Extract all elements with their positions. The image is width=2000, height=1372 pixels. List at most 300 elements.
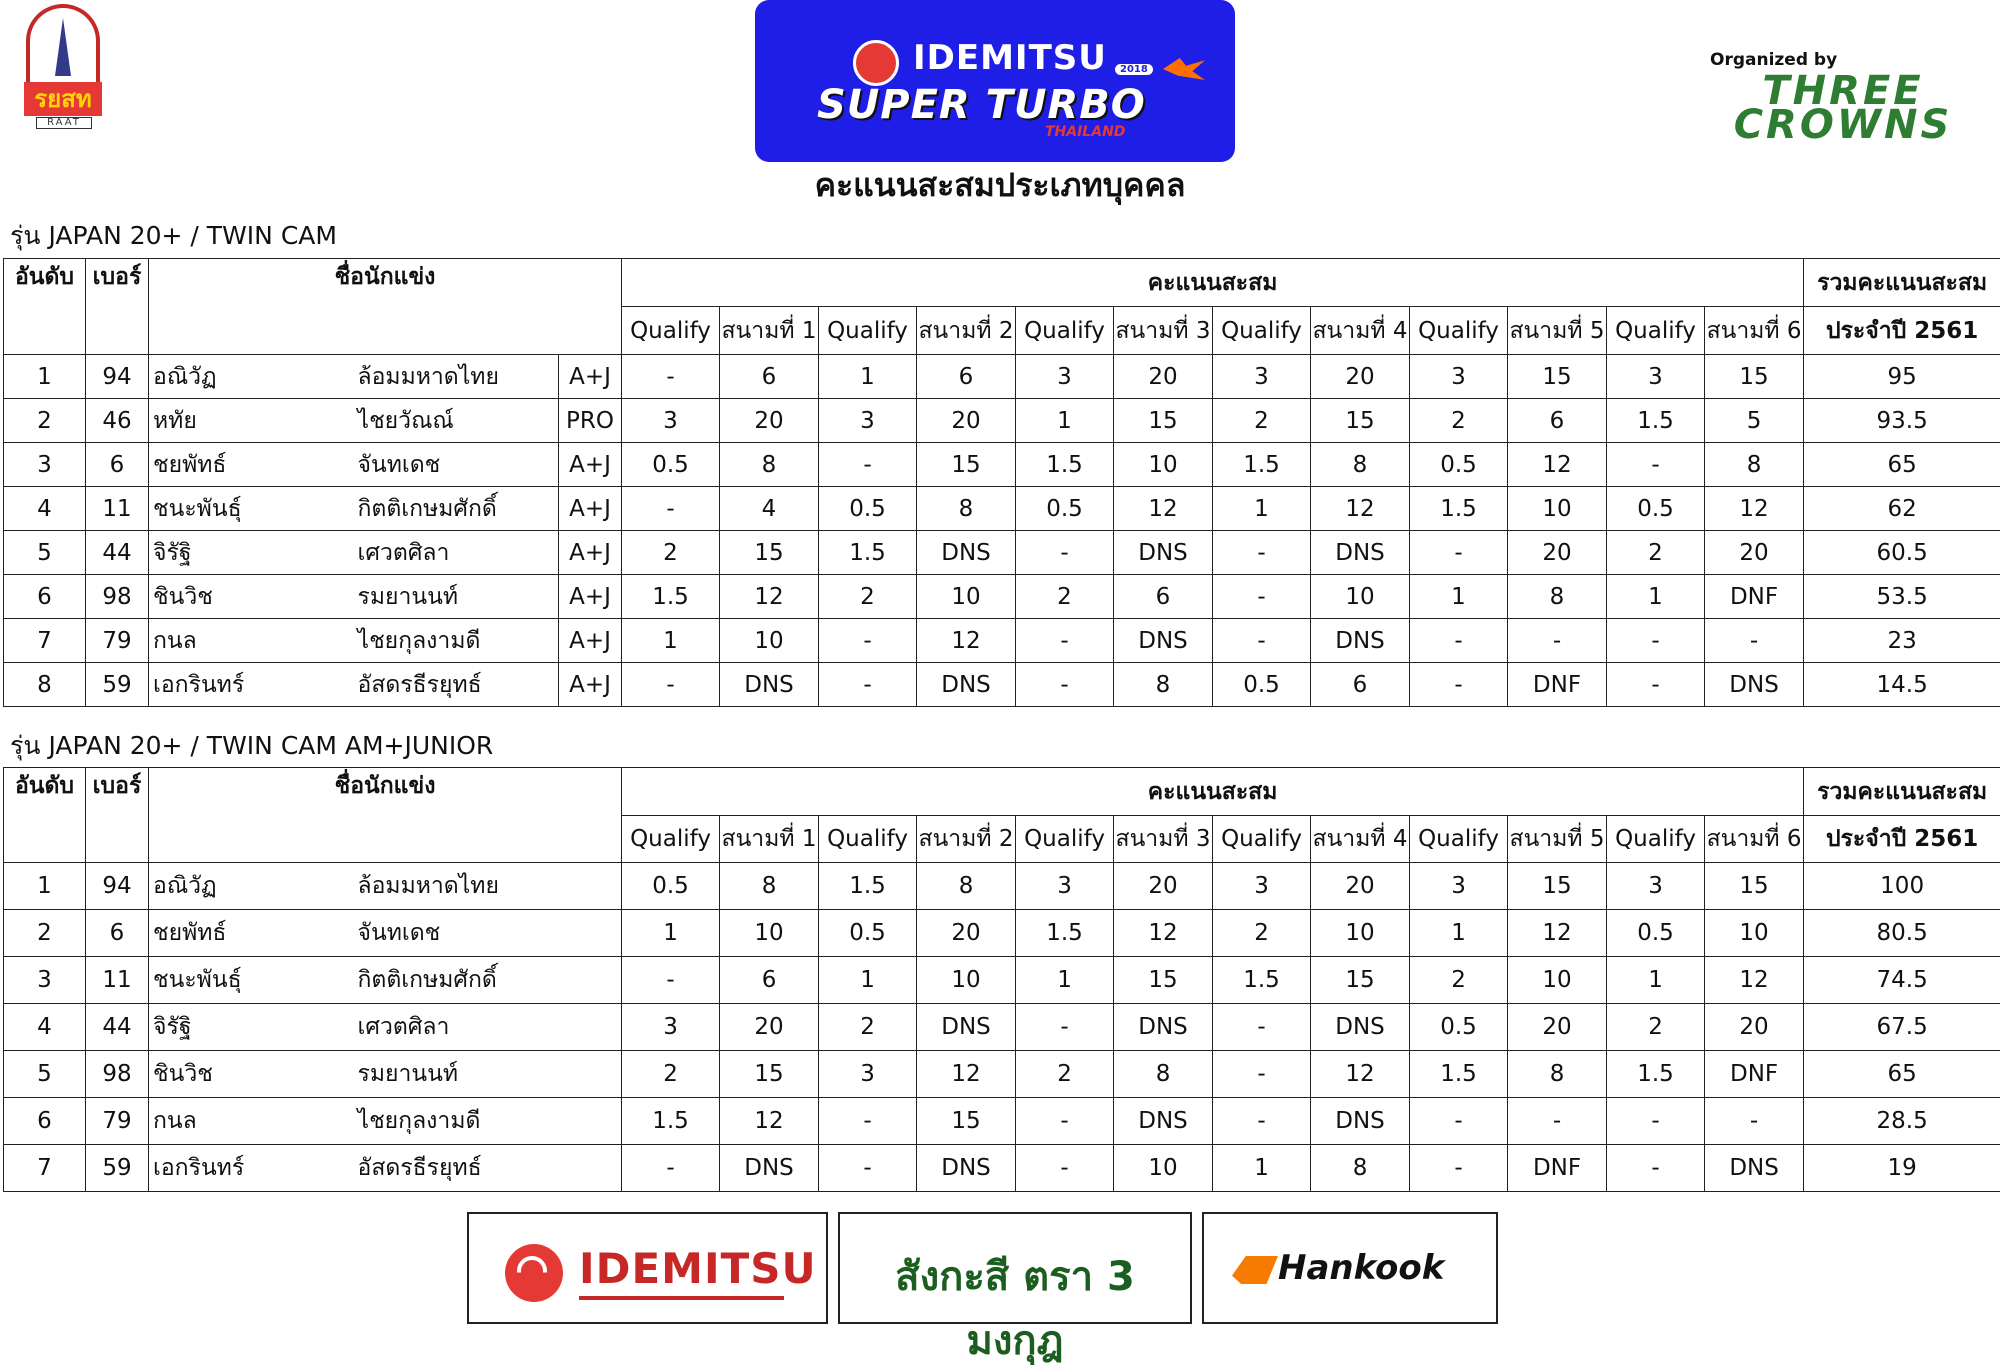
qualify-3-cell: 3: [1016, 863, 1114, 910]
round-4-cell: 6: [1311, 663, 1410, 707]
banner-country: THAILAND: [1045, 124, 1125, 140]
rank-cell: 2: [4, 399, 86, 443]
rank-cell: 1: [4, 863, 86, 910]
driver-last-name: รมยานนท์: [354, 575, 559, 619]
round-2-cell: DNS: [917, 531, 1016, 575]
qualify-4-cell: 0.5: [1213, 663, 1311, 707]
round-5-cell: 12: [1508, 443, 1607, 487]
total-cell: 65: [1804, 443, 2000, 487]
qualify-4-cell: -: [1213, 1051, 1311, 1098]
round-6-header: สนามที่ 6: [1705, 816, 1804, 863]
qualify-2-header: Qualify: [819, 816, 917, 863]
qualify-1-cell: -: [622, 487, 720, 531]
round-5-cell: 8: [1508, 1051, 1607, 1098]
rank-cell: 7: [4, 619, 86, 663]
driver-last-name: อัสดรธีรยุทธ์: [354, 663, 559, 707]
round-2-cell: 20: [917, 910, 1016, 957]
rank-cell: 3: [4, 443, 86, 487]
qualify-2-cell: 3: [819, 1051, 917, 1098]
round-1-cell: 8: [720, 863, 819, 910]
sponsor-underline: [579, 1296, 784, 1300]
round-1-cell: 6: [720, 355, 819, 399]
class-cell: A+J: [559, 531, 622, 575]
number-cell: 44: [86, 1004, 149, 1051]
qualify-2-cell: 0.5: [819, 910, 917, 957]
flame-icon: [1163, 58, 1205, 80]
rank-header: อันดับ: [4, 768, 86, 863]
class-cell: A+J: [559, 355, 622, 399]
driver-last-name: ไชยวัณณ์: [354, 399, 559, 443]
qualify-2-header: Qualify: [819, 307, 917, 355]
total-cell: 65: [1804, 1051, 2000, 1098]
driver-first-name: ชินวิช: [149, 1051, 354, 1098]
driver-last-name: ล้อมมหาดไทย: [354, 863, 622, 910]
standings-row: [4, 575, 2000, 619]
round-6-cell: 15: [1705, 863, 1804, 910]
round-1-cell: DNS: [720, 1145, 819, 1192]
round-2-cell: 12: [917, 1051, 1016, 1098]
qualify-3-cell: 2: [1016, 575, 1114, 619]
round-4-cell: DNS: [1311, 1098, 1410, 1145]
rank-cell: 4: [4, 1004, 86, 1051]
round-6-cell: 20: [1705, 1004, 1804, 1051]
qualify-4-cell: 2: [1213, 910, 1311, 957]
qualify-4-cell: 3: [1213, 355, 1311, 399]
raat-logo: [22, 4, 104, 126]
round-4-cell: 12: [1311, 487, 1410, 531]
organizer-line2: CROWNS: [1708, 108, 1978, 142]
total-cell: 95: [1804, 355, 2000, 399]
round-1-cell: 15: [720, 1051, 819, 1098]
qualify-1-cell: 1: [622, 910, 720, 957]
total-cell: 53.5: [1804, 575, 2000, 619]
qualify-3-cell: 0.5: [1016, 487, 1114, 531]
driver-last-name: กิตติเกษมศักดิ์: [354, 957, 622, 1004]
qualify-4-cell: 3: [1213, 863, 1311, 910]
standings-row: [4, 1004, 2000, 1051]
qualify-3-cell: -: [1016, 1145, 1114, 1192]
total-cell: 74.5: [1804, 957, 2000, 1004]
qualify-2-cell: -: [819, 443, 917, 487]
round-3-cell: 10: [1114, 1145, 1213, 1192]
rank-cell: 5: [4, 1051, 86, 1098]
class-title-2: รุ่น JAPAN 20+ / TWIN CAM AM+JUNIOR: [10, 726, 493, 766]
qualify-5-cell: 0.5: [1410, 443, 1508, 487]
driver-first-name: ชนะพันธุ์: [149, 957, 354, 1004]
round-5-cell: DNF: [1508, 663, 1607, 707]
rank-cell: 3: [4, 957, 86, 1004]
round-3-cell: 20: [1114, 863, 1213, 910]
round-2-cell: 15: [917, 1098, 1016, 1145]
driver-header: ชื่อนักแข่ง: [149, 768, 622, 863]
qualify-3-cell: 1.5: [1016, 910, 1114, 957]
idemitsu-emblem-icon: [853, 40, 899, 86]
round-4-cell: 15: [1311, 399, 1410, 443]
hankook-wing-icon: [1232, 1256, 1278, 1284]
driver-first-name: หทัย: [149, 399, 354, 443]
round-4-cell: 10: [1311, 910, 1410, 957]
qualify-2-cell: 1: [819, 355, 917, 399]
round-1-cell: 4: [720, 487, 819, 531]
round-6-cell: -: [1705, 1098, 1804, 1145]
points-group-header: คะแนนสะสม: [622, 768, 1804, 816]
qualify-4-cell: -: [1213, 619, 1311, 663]
number-cell: 11: [86, 487, 149, 531]
number-cell: 59: [86, 663, 149, 707]
sponsor-three-crowns-text: สังกะสี ตรา 3 มงกุฎ: [840, 1244, 1190, 1372]
round-6-cell: DNF: [1705, 575, 1804, 619]
round-6-cell: 10: [1705, 910, 1804, 957]
rank-cell: 2: [4, 910, 86, 957]
rank-cell: 7: [4, 1145, 86, 1192]
qualify-4-header: Qualify: [1213, 816, 1311, 863]
driver-last-name: ไชยกุลงามดี: [354, 1098, 622, 1145]
number-cell: 46: [86, 399, 149, 443]
qualify-5-cell: 0.5: [1410, 1004, 1508, 1051]
round-4-header: สนามที่ 4: [1311, 307, 1410, 355]
qualify-3-cell: -: [1016, 531, 1114, 575]
qualify-5-header: Qualify: [1410, 307, 1508, 355]
round-2-cell: 20: [917, 399, 1016, 443]
number-cell: 94: [86, 863, 149, 910]
round-2-cell: DNS: [917, 663, 1016, 707]
qualify-6-cell: -: [1607, 663, 1705, 707]
qualify-5-cell: 1.5: [1410, 487, 1508, 531]
round-1-cell: 8: [720, 443, 819, 487]
sponsor-hankook-text: Hankook: [1278, 1248, 1444, 1288]
sponsor-idemitsu: [467, 1212, 828, 1324]
round-3-cell: 20: [1114, 355, 1213, 399]
qualify-2-cell: 1.5: [819, 531, 917, 575]
qualify-5-cell: 2: [1410, 399, 1508, 443]
qualify-1-cell: 2: [622, 1051, 720, 1098]
round-3-cell: DNS: [1114, 619, 1213, 663]
round-6-cell: 8: [1705, 443, 1804, 487]
qualify-6-header: Qualify: [1607, 307, 1705, 355]
round-6-cell: DNS: [1705, 663, 1804, 707]
qualify-1-cell: 1: [622, 619, 720, 663]
round-2-cell: DNS: [917, 1004, 1016, 1051]
driver-first-name: ชยพัทธ์: [149, 910, 354, 957]
round-3-cell: 12: [1114, 487, 1213, 531]
number-cell: 98: [86, 575, 149, 619]
round-6-header: สนามที่ 6: [1705, 307, 1804, 355]
number-cell: 59: [86, 1145, 149, 1192]
round-4-cell: 20: [1311, 355, 1410, 399]
round-1-cell: 12: [720, 575, 819, 619]
qualify-5-cell: -: [1410, 619, 1508, 663]
driver-first-name: ชยพัทธ์: [149, 443, 354, 487]
total-cell: 19: [1804, 1145, 2000, 1192]
driver-first-name: ชินวิช: [149, 575, 354, 619]
standings-row: [4, 1051, 2000, 1098]
qualify-4-cell: -: [1213, 531, 1311, 575]
qualify-5-cell: 3: [1410, 863, 1508, 910]
organized-by-label: Organized by: [1710, 50, 1837, 70]
round-3-cell: DNS: [1114, 1098, 1213, 1145]
qualify-1-cell: 0.5: [622, 863, 720, 910]
rank-cell: 1: [4, 355, 86, 399]
round-1-header: สนามที่ 1: [720, 816, 819, 863]
total-cell: 80.5: [1804, 910, 2000, 957]
driver-last-name: รมยานนท์: [354, 1051, 622, 1098]
standings-row: [4, 531, 2000, 575]
round-4-cell: DNS: [1311, 531, 1410, 575]
standings-row: [4, 863, 2000, 910]
driver-first-name: กนล: [149, 619, 354, 663]
round-2-cell: 8: [917, 863, 1016, 910]
round-3-cell: 8: [1114, 1051, 1213, 1098]
driver-first-name: เอกรินทร์: [149, 663, 354, 707]
driver-last-name: อัสดรธีรยุทธ์: [354, 1145, 622, 1192]
standings-row: [4, 487, 2000, 531]
total-cell: 60.5: [1804, 531, 2000, 575]
qualify-2-cell: 0.5: [819, 487, 917, 531]
number-cell: 6: [86, 443, 149, 487]
rank-header: อันดับ: [4, 259, 86, 355]
qualify-3-cell: -: [1016, 663, 1114, 707]
rank-cell: 4: [4, 487, 86, 531]
round-5-cell: 10: [1508, 487, 1607, 531]
round-6-cell: 5: [1705, 399, 1804, 443]
round-2-header: สนามที่ 2: [917, 307, 1016, 355]
round-2-cell: 15: [917, 443, 1016, 487]
qualify-5-cell: -: [1410, 1098, 1508, 1145]
qualify-3-header: Qualify: [1016, 307, 1114, 355]
qualify-2-cell: -: [819, 1098, 917, 1145]
round-4-header: สนามที่ 4: [1311, 816, 1410, 863]
number-cell: 98: [86, 1051, 149, 1098]
total-header-line1: รวมคะแนนสะสม: [1804, 259, 2000, 307]
qualify-1-header: Qualify: [622, 816, 720, 863]
standings-row: [4, 399, 2000, 443]
driver-first-name: เอกรินทร์: [149, 1145, 354, 1192]
standings-row: [4, 1098, 2000, 1145]
qualify-5-cell: 2: [1410, 957, 1508, 1004]
total-cell: 67.5: [1804, 1004, 2000, 1051]
driver-last-name: เศวตศิลา: [354, 531, 559, 575]
qualify-6-cell: -: [1607, 619, 1705, 663]
round-3-cell: 15: [1114, 399, 1213, 443]
round-2-cell: 12: [917, 619, 1016, 663]
rank-cell: 6: [4, 575, 86, 619]
driver-last-name: จันทเดช: [354, 910, 622, 957]
page-title: คะแนนสะสมประเภทบุคคล: [0, 160, 2000, 211]
total-header-line1: รวมคะแนนสะสม: [1804, 768, 2000, 816]
qualify-1-cell: 1.5: [622, 575, 720, 619]
qualify-1-header: Qualify: [622, 307, 720, 355]
number-cell: 79: [86, 619, 149, 663]
round-2-cell: 8: [917, 487, 1016, 531]
qualify-6-cell: 1.5: [1607, 1051, 1705, 1098]
qualify-4-cell: 1: [1213, 487, 1311, 531]
sponsor-three-crowns: [838, 1212, 1192, 1324]
standings-row: [4, 910, 2000, 957]
qualify-6-cell: 1: [1607, 957, 1705, 1004]
qualify-1-cell: -: [622, 957, 720, 1004]
round-6-cell: 12: [1705, 957, 1804, 1004]
banner-brand: IDEMITSU: [913, 38, 1107, 78]
standings-row: [4, 957, 2000, 1004]
round-4-cell: 8: [1311, 443, 1410, 487]
banner-year: 2018: [1115, 64, 1153, 75]
round-3-header: สนามที่ 3: [1114, 816, 1213, 863]
driver-first-name: จิรัฐิ: [149, 531, 354, 575]
round-4-cell: 8: [1311, 1145, 1410, 1192]
round-6-cell: DNF: [1705, 1051, 1804, 1098]
round-5-cell: 20: [1508, 531, 1607, 575]
class-title-1: รุ่น JAPAN 20+ / TWIN CAM: [10, 216, 337, 256]
round-2-cell: 6: [917, 355, 1016, 399]
standings-row: [4, 619, 2000, 663]
round-4-cell: 20: [1311, 863, 1410, 910]
number-cell: 79: [86, 1098, 149, 1145]
round-5-cell: 20: [1508, 1004, 1607, 1051]
standings-row: [4, 1145, 2000, 1192]
standings-row: [4, 355, 2000, 399]
number-header: เบอร์: [86, 768, 149, 863]
qualify-3-cell: -: [1016, 1004, 1114, 1051]
standings-row: [4, 663, 2000, 707]
round-5-cell: 8: [1508, 575, 1607, 619]
organizer-logo: [1708, 74, 1978, 142]
round-2-cell: DNS: [917, 1145, 1016, 1192]
qualify-4-cell: 1.5: [1213, 957, 1311, 1004]
total-header-line2: ประจำปี 2561: [1804, 307, 2000, 355]
driver-first-name: อณิวัฏ: [149, 355, 354, 399]
qualify-2-cell: 1.5: [819, 863, 917, 910]
qualify-3-cell: -: [1016, 1098, 1114, 1145]
qualify-4-cell: -: [1213, 1004, 1311, 1051]
round-1-header: สนามที่ 1: [720, 307, 819, 355]
qualify-4-cell: 1.5: [1213, 443, 1311, 487]
qualify-2-cell: 3: [819, 399, 917, 443]
qualify-4-cell: 2: [1213, 399, 1311, 443]
round-5-cell: -: [1508, 619, 1607, 663]
qualify-5-cell: 1: [1410, 910, 1508, 957]
driver-first-name: อณิวัฏ: [149, 863, 354, 910]
round-1-cell: 10: [720, 910, 819, 957]
qualify-6-cell: 2: [1607, 531, 1705, 575]
qualify-3-cell: -: [1016, 619, 1114, 663]
qualify-1-cell: 3: [622, 1004, 720, 1051]
sponsor-hankook: [1202, 1212, 1498, 1324]
round-1-cell: DNS: [720, 663, 819, 707]
driver-last-name: ล้อมมหาดไทย: [354, 355, 559, 399]
qualify-4-cell: 1: [1213, 1145, 1311, 1192]
number-cell: 11: [86, 957, 149, 1004]
qualify-6-cell: 0.5: [1607, 487, 1705, 531]
round-5-header: สนามที่ 5: [1508, 816, 1607, 863]
qualify-1-cell: 2: [622, 531, 720, 575]
round-1-cell: 20: [720, 1004, 819, 1051]
round-3-cell: 12: [1114, 910, 1213, 957]
qualify-1-cell: 1.5: [622, 1098, 720, 1145]
qualify-6-cell: -: [1607, 1098, 1705, 1145]
qualify-6-cell: 3: [1607, 355, 1705, 399]
round-6-cell: DNS: [1705, 1145, 1804, 1192]
qualify-6-cell: 0.5: [1607, 910, 1705, 957]
qualify-2-cell: -: [819, 1145, 917, 1192]
round-4-cell: 15: [1311, 957, 1410, 1004]
qualify-5-cell: -: [1410, 531, 1508, 575]
qualify-3-cell: 2: [1016, 1051, 1114, 1098]
raat-logo-sub: RAAT: [36, 117, 92, 129]
round-1-cell: 10: [720, 619, 819, 663]
qualify-2-cell: 2: [819, 575, 917, 619]
number-cell: 94: [86, 355, 149, 399]
qualify-5-cell: 1: [1410, 575, 1508, 619]
driver-last-name: ไชยกุลงามดี: [354, 619, 559, 663]
class-cell: PRO: [559, 399, 622, 443]
raat-logo-text: รยสท: [24, 82, 102, 116]
class-cell: A+J: [559, 487, 622, 531]
round-3-cell: DNS: [1114, 1004, 1213, 1051]
round-3-cell: 10: [1114, 443, 1213, 487]
rank-cell: 5: [4, 531, 86, 575]
class-cell: A+J: [559, 575, 622, 619]
round-2-cell: 10: [917, 575, 1016, 619]
class-cell: A+J: [559, 663, 622, 707]
round-5-header: สนามที่ 5: [1508, 307, 1607, 355]
qualify-6-cell: 2: [1607, 1004, 1705, 1051]
total-cell: 28.5: [1804, 1098, 2000, 1145]
total-cell: 100: [1804, 863, 2000, 910]
qualify-1-cell: -: [622, 663, 720, 707]
round-4-cell: 10: [1311, 575, 1410, 619]
round-1-cell: 6: [720, 957, 819, 1004]
round-6-cell: -: [1705, 619, 1804, 663]
organizer-line1: THREE: [1708, 74, 1978, 108]
round-1-cell: 12: [720, 1098, 819, 1145]
round-3-header: สนามที่ 3: [1114, 307, 1213, 355]
qualify-6-cell: -: [1607, 443, 1705, 487]
standings-table-2: [3, 767, 2000, 1192]
number-cell: 44: [86, 531, 149, 575]
qualify-6-cell: 1: [1607, 575, 1705, 619]
qualify-4-cell: -: [1213, 575, 1311, 619]
qualify-1-cell: -: [622, 1145, 720, 1192]
qualify-1-cell: 3: [622, 399, 720, 443]
rank-cell: 6: [4, 1098, 86, 1145]
round-2-cell: 10: [917, 957, 1016, 1004]
round-5-cell: 15: [1508, 863, 1607, 910]
class-cell: A+J: [559, 443, 622, 487]
round-5-cell: 6: [1508, 399, 1607, 443]
standings-table-1: [3, 258, 2000, 707]
round-5-cell: DNF: [1508, 1145, 1607, 1192]
driver-first-name: ชนะพันธุ์: [149, 487, 354, 531]
qualify-4-cell: -: [1213, 1098, 1311, 1145]
number-header: เบอร์: [86, 259, 149, 355]
qualify-5-cell: -: [1410, 1145, 1508, 1192]
qualify-3-cell: 1.5: [1016, 443, 1114, 487]
round-1-cell: 20: [720, 399, 819, 443]
qualify-2-cell: 1: [819, 957, 917, 1004]
round-5-cell: 15: [1508, 355, 1607, 399]
qualify-2-cell: -: [819, 619, 917, 663]
round-3-cell: 15: [1114, 957, 1213, 1004]
driver-last-name: จันทเดช: [354, 443, 559, 487]
total-header-line2: ประจำปี 2561: [1804, 816, 2000, 863]
qualify-3-cell: 3: [1016, 355, 1114, 399]
driver-last-name: กิตติเกษมศักดิ์: [354, 487, 559, 531]
qualify-4-header: Qualify: [1213, 307, 1311, 355]
qualify-5-header: Qualify: [1410, 816, 1508, 863]
qualify-5-cell: 3: [1410, 355, 1508, 399]
sponsor-idemitsu-text: IDEMITSU: [579, 1244, 817, 1293]
round-4-cell: DNS: [1311, 619, 1410, 663]
